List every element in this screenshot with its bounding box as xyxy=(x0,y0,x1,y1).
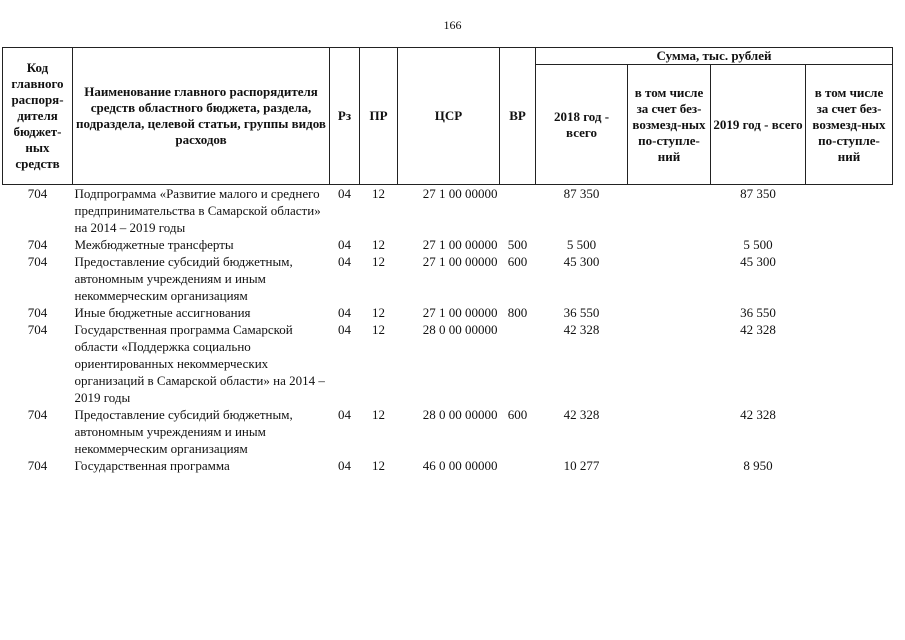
table-body xyxy=(3,185,893,475)
cell-vr: 600 xyxy=(507,407,528,422)
table-row xyxy=(3,253,893,304)
cell-2018-free xyxy=(628,321,711,406)
cell-rz: 04 xyxy=(338,254,351,269)
cell-2019-free xyxy=(806,253,893,304)
cell-code: 704 xyxy=(27,407,48,422)
cell-pr: 12 xyxy=(372,322,385,337)
table-row xyxy=(3,457,893,474)
cell-csr: 28 0 00 00000 xyxy=(422,407,498,422)
header-2018-total: 2018 год - всего xyxy=(536,65,628,185)
cell-rz: 04 xyxy=(338,186,351,201)
cell-pr: 12 xyxy=(372,305,385,320)
cell-name: Иные бюджетные ассигнования xyxy=(74,305,251,320)
cell-vr xyxy=(500,321,536,406)
cell-pr: 12 xyxy=(372,186,385,201)
cell-vr: 600 xyxy=(507,254,528,269)
cell-name: Государственная программа Самарской области «Поддержка социально ориентированных некоммерческих организаций в Самарской области» на 2014 – 2019 годы xyxy=(74,322,325,405)
table-header xyxy=(3,48,893,185)
cell-code: 704 xyxy=(27,458,48,473)
cell-rz: 04 xyxy=(338,407,351,422)
header-2019-total: 2019 год - всего xyxy=(711,65,806,185)
cell-2019-free xyxy=(806,457,893,474)
cell-2018-total: 5 500 xyxy=(566,237,597,252)
cell-csr: 28 0 00 00000 xyxy=(422,322,498,337)
cell-csr: 27 1 00 00000 xyxy=(422,305,498,320)
cell-2018-total: 42 328 xyxy=(563,407,600,422)
cell-2018-total: 10 277 xyxy=(563,458,600,473)
cell-2019-free xyxy=(806,185,893,237)
page-number: 166 xyxy=(443,18,462,32)
header-pr: ПР xyxy=(360,48,398,185)
cell-2018-free xyxy=(628,406,711,457)
cell-rz: 04 xyxy=(338,322,351,337)
cell-code: 704 xyxy=(27,322,48,337)
header-code: Код главного распоря-дителя бюджет-ных средств xyxy=(3,48,73,185)
cell-name: Государственная программа xyxy=(74,458,230,473)
cell-2018-free xyxy=(628,185,711,237)
cell-name: Предоставление субсидий бюджетным, автономным учреждениям и иным некоммерческим организациям xyxy=(74,254,293,303)
cell-code: 704 xyxy=(27,237,48,252)
cell-2019-free xyxy=(806,321,893,406)
cell-2019-total: 42 328 xyxy=(740,407,776,422)
cell-rz: 04 xyxy=(338,458,351,473)
cell-2018-free xyxy=(628,457,711,474)
header-2018-free: в том числе за счет без-возмезд-ных по-ступле-ний xyxy=(628,65,711,185)
cell-2018-total: 87 350 xyxy=(563,186,600,201)
cell-2018-total: 45 300 xyxy=(563,254,600,269)
cell-vr xyxy=(500,185,536,237)
cell-csr: 46 0 00 00000 xyxy=(422,458,498,473)
cell-csr: 27 1 00 00000 xyxy=(422,254,498,269)
cell-2019-total: 8 950 xyxy=(743,458,773,473)
cell-pr: 12 xyxy=(372,254,385,269)
cell-code: 704 xyxy=(27,254,48,269)
cell-name: Межбюджетные трансферты xyxy=(74,237,234,252)
table-row xyxy=(3,185,893,237)
cell-2018-free xyxy=(628,304,711,321)
table-row xyxy=(3,321,893,406)
cell-2019-total: 5 500 xyxy=(743,237,773,252)
budget-table xyxy=(2,47,893,474)
cell-vr: 500 xyxy=(507,237,528,252)
cell-2018-total: 42 328 xyxy=(563,322,600,337)
cell-2019-free xyxy=(806,236,893,253)
header-sum-title: Сумма, тыс. рублей xyxy=(536,48,893,65)
cell-2019-free xyxy=(806,406,893,457)
table-row xyxy=(3,406,893,457)
cell-name: Подпрограмма «Развитие малого и среднего предпринимательства в Самарской области» на 2014 – 2019 годы xyxy=(74,186,321,235)
cell-rz: 04 xyxy=(338,305,351,320)
cell-vr: 800 xyxy=(507,305,528,320)
table-row xyxy=(3,304,893,321)
header-2019-free: в том числе за счет без-возмезд-ных по-ступле-ний xyxy=(806,65,893,185)
cell-2019-total: 87 350 xyxy=(740,186,776,201)
cell-pr: 12 xyxy=(372,237,385,252)
header-rz: Рз xyxy=(330,48,360,185)
header-name: Наименование главного распорядителя средств областного бюджета, раздела, подраздела, целевой статьи, группы видов расходов xyxy=(73,48,330,185)
cell-2019-total: 42 328 xyxy=(740,322,776,337)
cell-csr: 27 1 00 00000 xyxy=(422,237,498,252)
table-row xyxy=(3,236,893,253)
cell-code: 704 xyxy=(27,186,48,201)
cell-2018-free xyxy=(628,236,711,253)
header-csr: ЦСР xyxy=(398,48,500,185)
cell-rz: 04 xyxy=(338,237,351,252)
cell-code: 704 xyxy=(27,305,48,320)
cell-pr: 12 xyxy=(372,458,385,473)
cell-2019-free xyxy=(806,304,893,321)
cell-2018-free xyxy=(628,253,711,304)
cell-2019-total: 45 300 xyxy=(740,254,776,269)
cell-2018-total: 36 550 xyxy=(563,305,600,320)
cell-pr: 12 xyxy=(372,407,385,422)
header-vr: ВР xyxy=(500,48,536,185)
cell-vr xyxy=(500,457,536,474)
cell-csr: 27 1 00 00000 xyxy=(422,186,498,201)
cell-name: Предоставление субсидий бюджетным, автономным учреждениям и иным некоммерческим организациям xyxy=(74,407,293,456)
cell-2019-total: 36 550 xyxy=(740,305,776,320)
